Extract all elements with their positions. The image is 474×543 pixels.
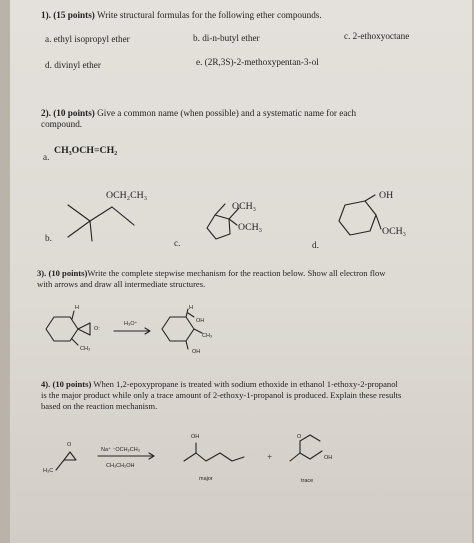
q3-oh-bottom: OH [192, 349, 201, 355]
q2-d-label: d. [312, 240, 319, 250]
q2-prompt-1: Give a common name (when possible) and a systematic name for each [97, 108, 357, 118]
q4-reaction-arrow [98, 452, 158, 460]
worksheet-page [10, 0, 472, 543]
q2-c-group-2: OCH₃ [238, 222, 263, 233]
q2-d-group: OCH₃ [382, 226, 407, 237]
q3-o-left: O: [94, 326, 100, 332]
q4-epoxide-ch3: H₃C [43, 468, 54, 474]
q4-major-structure [180, 443, 260, 473]
q4-major-oh: OH [191, 434, 200, 440]
q4-reagent-top: Na⁺ ⁻OCH₂CH₃ [101, 447, 140, 453]
q4-prompt-3: based on the reaction mechanism. [41, 401, 158, 411]
q1-item-a: a. ethyl isopropyl ether [45, 34, 130, 44]
q4-epoxide-structure [50, 446, 100, 486]
q4-reagent-bottom: CH₃CH₂OH [106, 463, 135, 469]
q4-plus: + [267, 452, 273, 462]
q4-major-label: major [199, 476, 213, 482]
q1-line [41, 10, 322, 21]
q1-prompt: Write structural formulas for the following ether compounds. [97, 10, 322, 20]
q3-reagent: H₃O⁺ [124, 321, 138, 327]
q3-prompt-1: Write the complete stepwise mechanism for the reaction below. Show all electron flow [87, 268, 386, 278]
q1-item-e: e. (2R,3S)-2-methoxypentan-3-ol [196, 57, 319, 67]
q4-trace-label: trace [301, 478, 314, 484]
q3-prompt-2: with arrows and draw all intermediate structures. [37, 279, 206, 289]
q2-heading: 2). (10 points) [41, 108, 95, 118]
q3-line [37, 268, 385, 279]
q3-ch3-left: CH₃ [80, 346, 91, 352]
q4-heading: 4). (10 points) [41, 379, 92, 389]
q1-heading: 1). (15 points) [41, 10, 95, 20]
q2-b-label: b. [45, 233, 52, 243]
q4-line [41, 379, 398, 390]
q2-c-label: c. [174, 238, 181, 248]
q3-oh-top: OH [196, 318, 205, 324]
q3-ch3-right: CH₃ [202, 333, 213, 339]
q4-trace-oh: OH [324, 455, 333, 461]
q3-h-left: H [75, 305, 79, 311]
q4-trace-o: O [297, 434, 302, 440]
q2-b-group: OCH₂CH₃ [106, 190, 148, 201]
q2-a-label: a. [43, 152, 50, 162]
q2-d-oh: OH [379, 190, 394, 201]
q2-a-formula: CH₃OCH=CH₂ [54, 145, 118, 156]
q2-line [41, 108, 356, 119]
q4-prompt-1: When 1,2-epoxypropane is treated with sodium ethoxide in ethanol 1-ethoxy-2-propanol [93, 379, 398, 389]
q3-heading: 3). (10 points) [37, 268, 88, 278]
q3-h-right: H [189, 305, 193, 311]
q1-item-c: c. 2-ethoxyoctane [344, 31, 410, 41]
q2-prompt-2: compound. [41, 119, 83, 129]
q1-item-b: b. di-n-butyl ether [193, 33, 260, 43]
q4-epoxide-o: O [67, 442, 72, 448]
q2-b-structure [66, 197, 166, 237]
q1-item-d: d. divinyl ether [45, 60, 101, 70]
q4-prompt-2: is the major product while only a trace amount of 2-ethoxy-1-propanol is produced. Explain these results [41, 390, 402, 400]
q2-c-group-1: OCH₃ [232, 201, 257, 212]
